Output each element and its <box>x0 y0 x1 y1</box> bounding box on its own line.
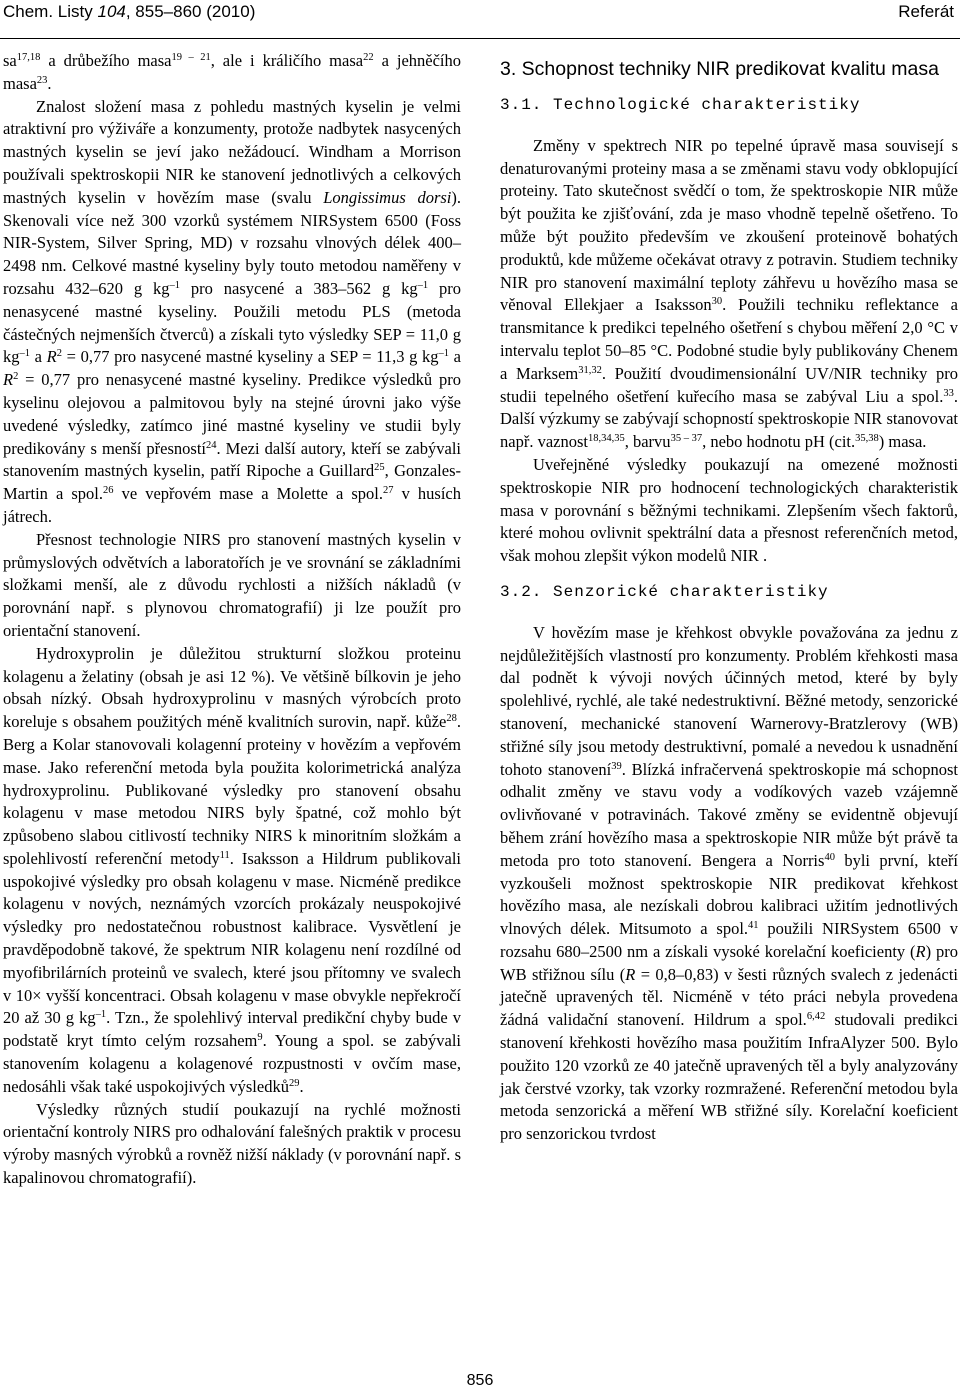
citation-superscript: 24 <box>206 439 217 451</box>
italic-term: R <box>625 964 636 984</box>
italic-term: Longissimus dorsi <box>323 187 452 207</box>
citation-superscript: 40 <box>824 851 835 863</box>
citation-superscript: 35 – 37 <box>670 433 703 445</box>
right-paragraph-3: V hovězím mase je křehkost obvykle považována za jednu z nejdůležitějších vlastností pro konzumenty. Problém křehkosti masa dal podnět k vývoji nových účinných metod, které by byly spolehlivé, rychlé, ale také nedestruktivní. Běžné metody, senzorické stanovení, mechanické stanovení Warnerovy-Bratzlerovy (WB) střižné síly jsou metody destruktivní, pomalé a nevedou k usnadnění tohoto stanovení$^{39}$. Blízká infračervená spektroskopie má schopnost odhalit změny ve stavu vody a vodíkových vazeb vzájemně ovlivňované v potravinách. Takové změny se evidentně objevují během zrání hovězího masa a spektroskopie NIR může být právě ta metoda pro toto stanovení. Bengera a Norris$^{40}$ byli první, kteří vyzkoušeli možnost spektroskopie NIR predikovat křehkost hovězího masa, ale nezískali dobrou kalibraci užitím jednotlivých vlnových délek. Mitsumoto a spol.$^{41}$ použili NIRSystem 6500 v rozsahu 680–2500 nm a získali vysoké korelační koeficienty (R) pro WB střižnou sílu (R = 0,8–0,83) v šesti různých svalech z jedenácti jatečně upravených těl. Nicméně v této práci nebyla provedena žádná validační stanovení. Hildrum a spol.$^{6,42}$ studovali predikci stanovení křehkosti hovězího masa použitím InfraAlyzer 500. Bylo použito 120 vzorků ze 40 jatečně upravených těl a byly analyzovány jak čerstvé vzorky, tak vzorky rozmražené. Referenční metodou byla metoda senzorická a měření WB střižné síly. Korelační koeficient pro senzorickou tvrdost <box>500 622 959 1144</box>
italic-term: R <box>915 941 926 961</box>
running-header <box>0 0 960 39</box>
left-column <box>3 50 461 1190</box>
citation-superscript: 28 <box>446 713 457 725</box>
journal-pages-year: , 855–860 (2010) <box>125 2 256 21</box>
journal-volume: 104 <box>97 2 126 21</box>
right-column <box>500 50 958 1146</box>
left-paragraph-4: Hydroxyprolin je důležitou strukturní složkou proteinu kolagenu a želatiny (obsah je asi 12 %). Ve většině bílkovin je jeho obsah nízký. Obsah hydroxyprolinu v masných výrobcích proto koreluje s obsahem použitých méně kvalitních surovin, např. kůže$^{28}$. Berg a Kolar stanovovali kolagenní proteiny v hovězím a vepřovém mase. Jako referenční metoda byla použita kolorimetrická analýza hydroxyprolinu. Publikované výsledky pro stanovení obsahu kolagenu v mase metodou NIRS byly špatné, což mohlo být způsobeno slabou citlivostí techniky NIRS k minoritním složkám a spolehlivostí referenční metody$^{11}$. Isaksson a Hildrum publikovali uspokojivé výsledky pro obsah kolagenu v mase. Nicméně predikce kolagenu v nových, neznámých vzorcích prokázaly neuspokojivé výsledky pro nedostatečnou robustnost kalibrace. Vysvětlení je pravděpodobně takové, že spektrum NIR kolagenu není rozdílné od myofibrilárních proteinů ve svalech, které jsou přítomny ve svalech v 10× vyšší koncentraci. Obsah kolagenu v mase obvykle nepřekročí 20 až 30 g $kg^{-1}$. Tzn., že spolehlivý interval predikční chyby bude v podstatě kryt tímto celým rozsahem$^9$. Young a spol. se zabývali stanovením kolagenu a kolagenové rozpustnosti v ovčím mase, nedosáhli však také uspokojivých výsledků$^{29}$. <box>3 643 461 1096</box>
citation-superscript: 30 <box>711 296 723 308</box>
citation-superscript: 25 <box>374 462 385 474</box>
section-heading-3: 3. Schopnost techniky NIR predikovat kvalitu masa <box>500 58 939 80</box>
citation-superscript: 17,18 <box>16 52 41 63</box>
left-paragraph-3: Přesnost technologie NIRS pro stanovení mastných kyselin v průmyslových odvětvích a laboratořích je ve srovnání se základními složkami menší, ale z důvodu rychlosti a nižších nákladů (v porovnání např. s plynovou chromatografií) ji lze použít pro orientační stanovení. <box>3 529 461 640</box>
citation-superscript: 11 <box>219 849 230 861</box>
citation-superscript: –1 <box>95 1009 107 1021</box>
citation-superscript: 23 <box>36 74 48 86</box>
citation-superscript: 31,32 <box>578 364 602 376</box>
citation-superscript: 9 <box>257 1032 263 1044</box>
left-paragraph-2: Znalost složení masa z pohledu mastných kyselin je velmi atraktivní pro výživáře a konzumenty, protože nadbytek nasycených mastných kyselin se jeví jako nežádoucí. Windham a Morrison používali spektroskopii NIR ke stanovení jednotlivých a celkových mastných kyselin v hovězím mase (svalu Longissimus dorsi). Skenovali více než 300 vzorků systémem NIRSystem 6500 (Foss NIR-System, Silver Spring, MD) v rozsahu vlnových délek 400–2498 nm. Celkové mastné kyseliny byly touto metodou naměřeny v rozsahu 432–620 g $kg^{-1}$ pro nasycené a 383–562 g $kg^{-1}$ pro nenasycené mastné kyseliny. Použili metodu PLS (metoda částečných nejmenších čtverců) a získali tyto výsledky SEP = 11,0 g $kg^{-1}$ a $R^2 = 0,77$ pro nasycené mastné kyseliny a SEP = 11,3 g $kg^{-1}$ a $R^2 = 0,77$ pro nenasycené mastné kyseliny. Predikce výsledků pro kyselinu olejovou a palmitovou byly na stejné úrovni jako výše uvedené výsledky, zatímco jiné mastné kyseliny ve studii byly predikovány s menší přesností$^{24}$. Mezi další autory, kteří se zabývali stanovením mastných kyselin, patří Ripoche a Guillard$^{25}$, Gonzales-Martin a spol.$^{26}$ ve vepřovém mase a Molette a spol.$^{27}$ v husích játrech. <box>3 96 461 526</box>
journal-citation <box>3 2 255 22</box>
citation-superscript: 33 <box>943 387 954 399</box>
citation-superscript: 2 <box>56 348 62 360</box>
citation-superscript: 19 – 21 <box>171 52 211 63</box>
citation-superscript: 6,42 <box>806 1011 826 1023</box>
citation-superscript: 29 <box>288 1077 300 1089</box>
citation-superscript: 26 <box>103 485 114 497</box>
citation-superscript: –1 <box>19 348 30 360</box>
citation-superscript: –1 <box>169 279 180 291</box>
left-paragraph-1: sa$^{17,18}$ a drůbežího masa$^{19 - 21}$, ale i králičího masa$^{22}$ a jehněčího masa$^{23}$. <box>3 51 462 93</box>
citation-superscript: 2 <box>13 371 19 383</box>
italic-term: R <box>46 347 57 367</box>
citation-superscript: –1 <box>438 348 450 360</box>
citation-superscript: 18,34,35 <box>587 433 625 445</box>
citation-superscript: 22 <box>363 52 374 63</box>
right-paragraph-2: Uveřejněné výsledky poukazují na omezené možnosti spektroskopie NIR pro hodnocení technologických charakteristik masa v porovnání s běžnými technikami. Zlepšením všech faktorů, které mohou ovlivnit spektrální data a přesnost referenčních metod, však mohou zlepšit výkon modelů NIR . <box>500 454 958 566</box>
citation-superscript: 27 <box>383 485 394 497</box>
italic-term: R <box>3 370 14 390</box>
subsection-heading-3-1: 3.1. Technologické charakteristiky <box>500 96 861 114</box>
left-paragraph-5: Výsledky různých studií poukazují na rychlé možnosti orientační kontroly NIRS pro odhalování falešných praktik v procesu výroby masných výrobků a rovněž nižší náklady (v porovnání např. s kapalinovou chromatografií). <box>3 1099 461 1188</box>
citation-superscript: –1 <box>417 279 429 291</box>
journal-prefix: Chem. Listy <box>3 2 98 21</box>
section-label: Referát <box>898 2 954 21</box>
citation-superscript: 39 <box>611 760 622 772</box>
citation-superscript: 41 <box>748 920 759 932</box>
subsection-heading-3-2: 3.2. Senzorické charakteristiky <box>500 582 829 601</box>
page-number: 856 <box>466 1372 494 1389</box>
citation-superscript: 35,38 <box>855 433 879 445</box>
right-paragraph-1: Změny v spektrech NIR po tepelné úpravě masa souvisejí s denaturovanými proteiny masa a se změnami stavu vody obklopující proteiny. Tato skutečnost svědčí o tom, že spektroskopie NIR může být použita ke zjišťování, zda je maso vhodně tepelně ošetřeno. To může být použito především ve zkoušení proteinově bohatých produktů, kde můžeme očekávat otravy z potravin. Studiem techniky NIR pro stanovení maximální teploty záhřevu u hovězího masa se věnoval Ellekjaer a Isaksson$^{30}$. Použili techniku reflektance a transmitance k predikci tepelného ošetření s chybou měření 2,0 °C v intervalu teplot 50–85 °C. Podobné studie byly publikovány Chenem a Marksem$^{31,32}$. Použití dvoudimensionální UV/NIR techniky pro studii tepelného ošetření kuřecího masa se zabýval Liu a spol.$^{33}$. Další výzkumy se zabývají schopností spektroskopie NIR stanovovat např. vaznost$^{18,34,35}$, barvu$^{35 - 37}$, nebo hodnotu pH (cit.$^{35,38}$) masa. <box>500 135 958 452</box>
